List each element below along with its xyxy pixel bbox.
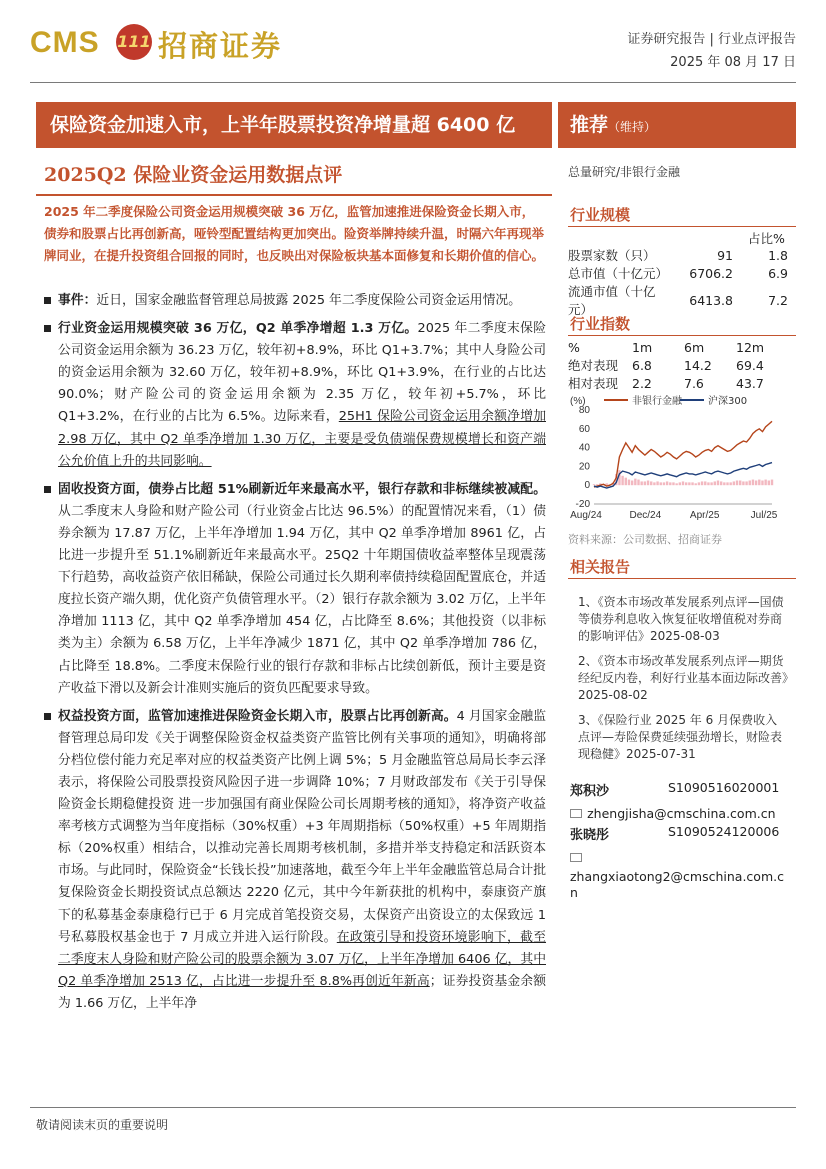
chart-bar bbox=[672, 482, 674, 485]
scale-cell-pct: 1.8 bbox=[768, 247, 788, 263]
index-section-divider bbox=[568, 335, 796, 336]
chart-y-tick: 60 bbox=[578, 423, 590, 435]
index-header-cell: % bbox=[568, 339, 580, 355]
analyst-email[interactable]: zhengjisha@cmschina.com.cn bbox=[587, 806, 776, 821]
chart-bar bbox=[742, 481, 744, 485]
chart-bar bbox=[682, 481, 684, 485]
report-type: 证券研究报告 | 行业点评报告 bbox=[627, 32, 796, 47]
scale-section-title: 行业规模 bbox=[570, 206, 631, 224]
scale-unit: 占比% bbox=[748, 231, 785, 246]
report-subtitle: 2025Q2 保险业资金运用数据点评 bbox=[44, 164, 343, 186]
index-cell-v2: 14.2 bbox=[684, 357, 712, 373]
index-header-cell: 12m bbox=[736, 339, 765, 355]
paragraph-fixed-income bbox=[44, 479, 546, 700]
scale-cell-value: 6706.2 bbox=[689, 265, 733, 281]
paragraph-text: 从二季度末人身险和财产险公司（行业资金占比达 96.5%）的配置情况来看，（1）债券余额为 17.87 万亿，上半年净增加 1.94 万亿，其中 Q2 单季净增加 8961 亿，占比进一步提升至 51.1%刷新近年来最高水平。25Q2 十年期国债收益率整体呈现震荡下行趋势，高收益资产依旧稀缺，保险公司通过长久期利率债持续稳固配置底仓，并适度拉长资产端久期，优化资产负债管理水平。（2）银行存款余额为 3.02 万亿，上半年净增加 1113 亿，其中 Q2 单季净增加 454 亿，占比降至 8.6%；其他投资（以非标类为主）余额为 6.58 万亿，上半年净减少 1871 亿，其中 Q2 单季净增加 786 亿，占比降至 18.8%。二季度末保险行业的银行存款和非标占比续创新低，预计主要是资产收益下滑以及新会计准则实施后的资负匹配要求导致。 bbox=[58, 503, 546, 696]
analyst-email[interactable]: zhangxiaotong2@cmschina.com.c bbox=[570, 869, 784, 884]
chart-bar bbox=[714, 481, 716, 485]
email-icon bbox=[570, 809, 582, 818]
chart-bar bbox=[593, 484, 595, 485]
chart-bar bbox=[701, 481, 703, 485]
chart-bar bbox=[637, 480, 639, 486]
chart-y-tick: 40 bbox=[578, 442, 590, 454]
index-chart bbox=[566, 390, 796, 530]
chart-bar bbox=[625, 478, 627, 486]
chart-bar bbox=[650, 481, 652, 485]
paragraph-event bbox=[44, 290, 546, 312]
scale-cell-pct: 7.2 bbox=[768, 292, 788, 308]
related-reports bbox=[578, 594, 788, 763]
chart-y-tick: 0 bbox=[584, 480, 590, 492]
scale-cell-value: 91 bbox=[717, 247, 733, 263]
chart-bar bbox=[647, 481, 649, 486]
chart-bar bbox=[739, 481, 741, 486]
chart-bar bbox=[723, 482, 725, 485]
chart-bar bbox=[675, 483, 677, 485]
index-section-title: 行业指数 bbox=[570, 315, 631, 333]
paragraph-text: 2025 年二季度末保险公司资金运用余额为 36.23 万亿，较年初+8.9%，环比 Q1+3.7%；其中人身险公司的资金运用余额为 32.60 万亿，较年初+8.9%，环比 Q1+3.9%，在行业的占比达 90.0%；财产险公司的资金运用余额为 2.35 万亿，较年初+5.7%，环比 Q1+3.2%，在行业的占比为 6.5%。边际来看， bbox=[58, 321, 546, 425]
paragraph-head: 权益投资方面，监管加速推进保险资金长期入市，股票占比再创新高。 bbox=[58, 708, 457, 724]
index-cell-label: 相对表现 bbox=[568, 376, 619, 391]
chart-bar bbox=[733, 481, 735, 485]
paragraph-text: 4 月国家金融监督管理总局印发《关于调整保险资金权益类资产监管比例有关事项的通知》，明确将部分档位偿付能力充足率对应的权益类资产比例上调 5%；5 月金融监管总局局长李云泽表示，将保险公司股票投资风险因子进一步调降 10%；7 月财政部发布《关于引导保险资金长期稳健投资 进一步加强国有商业保险公司长周期考核的通知》，将净资产收益率考核方式调整为当年度指标（30%权重）+3 年周期指标（50%权重）+5 年周期指标（20%权重）相结合，以推动完善长周期考核机制，多措并举支持稳定和活跃资本市场。与此同时，保险资金“长钱长投”加速落地，截至今年上半年金融监管总局合计批复保险资金长期投资试点总额达 2220 亿元，其中今年新获批的机构中，泰康资产旗下的私募基金泰康稳行已于 6 月完成首笔投资交易，太保资产出资设立的太保致远 1 号私募股权基金也于 7 月成立并进入运行阶段。 bbox=[58, 708, 547, 945]
logo-cms-text: CMS bbox=[30, 26, 100, 59]
footer-note: 敬请阅读末页的重要说明 bbox=[36, 1118, 169, 1132]
chart-bar bbox=[691, 482, 693, 485]
scale-section-divider bbox=[568, 226, 796, 227]
chart-y-tick: 80 bbox=[578, 405, 590, 416]
chart-x-tick: Apr/25 bbox=[689, 510, 720, 521]
chart-y-tick: -20 bbox=[575, 499, 590, 510]
analyst-email-row bbox=[570, 803, 796, 822]
chart-bar bbox=[736, 481, 738, 486]
rating-note: （维持） bbox=[608, 120, 657, 134]
research-category: 总量研究/非银行金融 bbox=[568, 165, 681, 179]
scale-row bbox=[568, 264, 788, 282]
related-section-divider bbox=[568, 578, 796, 579]
chart-legend-label: 沪深300 bbox=[708, 396, 748, 407]
analyst-entry bbox=[570, 780, 796, 799]
index-table bbox=[568, 338, 788, 392]
index-header-cell: 6m bbox=[684, 339, 705, 355]
chart-bar bbox=[758, 480, 760, 486]
chart-bar bbox=[621, 476, 623, 485]
index-row bbox=[568, 356, 788, 374]
scale-cell-value: 6413.8 bbox=[689, 292, 733, 308]
chart-bar bbox=[764, 480, 766, 486]
chart-bar bbox=[771, 480, 773, 486]
summary-paragraph: 2025 年二季度保险公司资金运用规模突破 36 万亿，监管加速推进保险资金长期入市，债券和股票占比再创新高，哑铃型配置结构更加突出。险资举牌持续升温，时隔六年再现举牌同业，在提升投资组合回报的同时，也反映出对保险板块基本面修复和长期价值的信心。 bbox=[44, 204, 545, 263]
paragraph-equity bbox=[44, 706, 546, 1015]
chart-ylabel: (%) bbox=[570, 396, 586, 407]
chart-bar bbox=[761, 481, 763, 486]
scale-cell-pct: 6.9 bbox=[768, 265, 788, 281]
footer-divider bbox=[30, 1107, 796, 1108]
analyst-name: 张晓彤 bbox=[570, 828, 610, 843]
chart-bar bbox=[755, 481, 757, 486]
related-section-title: 相关报告 bbox=[570, 558, 631, 576]
analyst-id: S1090524120006 bbox=[668, 824, 780, 839]
chart-bar bbox=[704, 481, 706, 485]
chart-bar bbox=[656, 481, 658, 485]
chart-line-nonbank bbox=[594, 421, 772, 487]
chart-bar bbox=[749, 481, 751, 486]
subtitle-divider bbox=[36, 194, 552, 196]
scale-cell-label: 流通市值（十亿元） bbox=[568, 284, 656, 317]
chart-bar bbox=[688, 482, 690, 485]
chart-legend-label: 非银行金融 bbox=[632, 396, 682, 407]
chart-bar bbox=[596, 484, 598, 485]
analyst-name: 郑积沙 bbox=[570, 784, 610, 799]
analyst-entry bbox=[570, 824, 796, 843]
paragraph-text: 近日，国家金融监督管理总局披露 2025 年二季度保险公司资金运用情况。 bbox=[96, 293, 521, 308]
chart-bar bbox=[726, 482, 728, 485]
scale-row bbox=[568, 246, 788, 264]
chart-bar bbox=[666, 481, 668, 485]
chart-x-tick: Dec/24 bbox=[629, 510, 662, 521]
paragraph-scale bbox=[44, 318, 546, 473]
report-title: 保险资金加速入市，上半年股票投资净增量超 6400 亿 bbox=[36, 102, 552, 148]
chart-bar bbox=[679, 482, 681, 485]
rating-badge bbox=[558, 102, 796, 148]
rating-label: 推荐 bbox=[570, 114, 609, 136]
index-cell-v1: 2.2 bbox=[632, 375, 652, 391]
analyst-id: S1090516020001 bbox=[668, 780, 780, 795]
paragraph-underlined: 25H1 保险公司资金运用余额净增加 2.98 万亿，其中 Q2 单季净增加 1.30 万亿，主要是受负债端保费规模增长和资产端公允价值上升的共同影响。 bbox=[58, 409, 546, 469]
chart-bar bbox=[698, 482, 700, 485]
chart-bar bbox=[628, 480, 630, 486]
index-cell-v3: 43.7 bbox=[736, 375, 764, 391]
email-icon bbox=[570, 853, 582, 862]
scale-cell-label: 股票家数（只） bbox=[568, 248, 656, 263]
logo-badge-icon: 111 bbox=[116, 24, 152, 60]
chart-bar bbox=[768, 481, 770, 486]
paragraph-tail: ；证券投资基金余额为 1.66 万亿，上半年净 bbox=[58, 973, 546, 1011]
scale-table bbox=[568, 246, 788, 318]
related-report-item[interactable]: 3、《保险行业 2025 年 6 月保费收入点评—寿险保费延续强劲增长，财险表现稳健》2025-07-31 bbox=[578, 713, 783, 761]
logo-company-name: 招商证券 bbox=[158, 29, 283, 63]
chart-bar bbox=[710, 482, 712, 485]
report-date: 2025 年 08 月 17 日 bbox=[670, 55, 796, 70]
index-cell-v1: 6.8 bbox=[632, 357, 652, 373]
analyst-email-row bbox=[570, 847, 796, 885]
chart-bar bbox=[685, 482, 687, 485]
paragraph-head: 固收投资方面，债券占比超 51%刷新近年来最高水平，银行存款和非标继续被减配。 bbox=[58, 481, 546, 497]
chart-bar bbox=[634, 479, 636, 486]
chart-x-tick: Jul/25 bbox=[750, 510, 778, 521]
scale-cell-label: 总市值（十亿元） bbox=[568, 266, 669, 281]
analyst-block bbox=[570, 780, 796, 900]
chart-bar bbox=[669, 482, 671, 485]
paragraph-head: 事件： bbox=[58, 293, 97, 308]
chart-bar bbox=[653, 482, 655, 485]
chart-bar bbox=[660, 482, 662, 485]
index-header-cell: 1m bbox=[632, 339, 653, 355]
index-cell-v3: 69.4 bbox=[736, 357, 764, 373]
chart-bar bbox=[720, 481, 722, 485]
chart-x-tick: Aug/24 bbox=[570, 510, 602, 521]
paragraph-head: 行业资金运用规模突破 36 万亿，Q2 单季净增超 1.3 万亿。 bbox=[58, 321, 418, 337]
index-cell-label: 绝对表现 bbox=[568, 358, 619, 373]
related-report-item[interactable]: 1、《资本市场改革发展系列点评—国债等债券利息收入恢复征收增值税对券商的影响评估》2025-08-03 bbox=[578, 595, 784, 643]
paragraph-underlined: 在政策引导和投资环境影响下，截至二季度末人身险和财产险公司的股票余额为 3.07 万亿，上半年净增加 6406 亿，其中 Q2 单季净增加 2513 亿，占比进一步提升至 8.8%再创近年新高 bbox=[58, 929, 547, 989]
chart-bar bbox=[640, 481, 642, 485]
chart-bar bbox=[752, 480, 754, 486]
chart-bar bbox=[717, 481, 719, 486]
chart-bar bbox=[663, 482, 665, 485]
chart-bar bbox=[631, 481, 633, 486]
index-cell-v2: 7.6 bbox=[684, 375, 704, 391]
chart-bar bbox=[695, 483, 697, 485]
related-report-item[interactable]: 2、《资本市场改革发展系列点评—期货经纪反内卷，利好行业基本面边际改善》2025-08-02 bbox=[578, 654, 789, 702]
chart-source: 资料来源：公司数据、招商证券 bbox=[568, 533, 722, 546]
chart-bar bbox=[644, 481, 646, 485]
report-body bbox=[44, 290, 546, 1015]
header-divider bbox=[30, 82, 796, 83]
chart-bar bbox=[707, 482, 709, 485]
chart-bar bbox=[729, 482, 731, 485]
chart-y-tick: 20 bbox=[578, 461, 590, 473]
chart-bar bbox=[745, 481, 747, 485]
analyst-email-wrap: n bbox=[570, 885, 578, 900]
